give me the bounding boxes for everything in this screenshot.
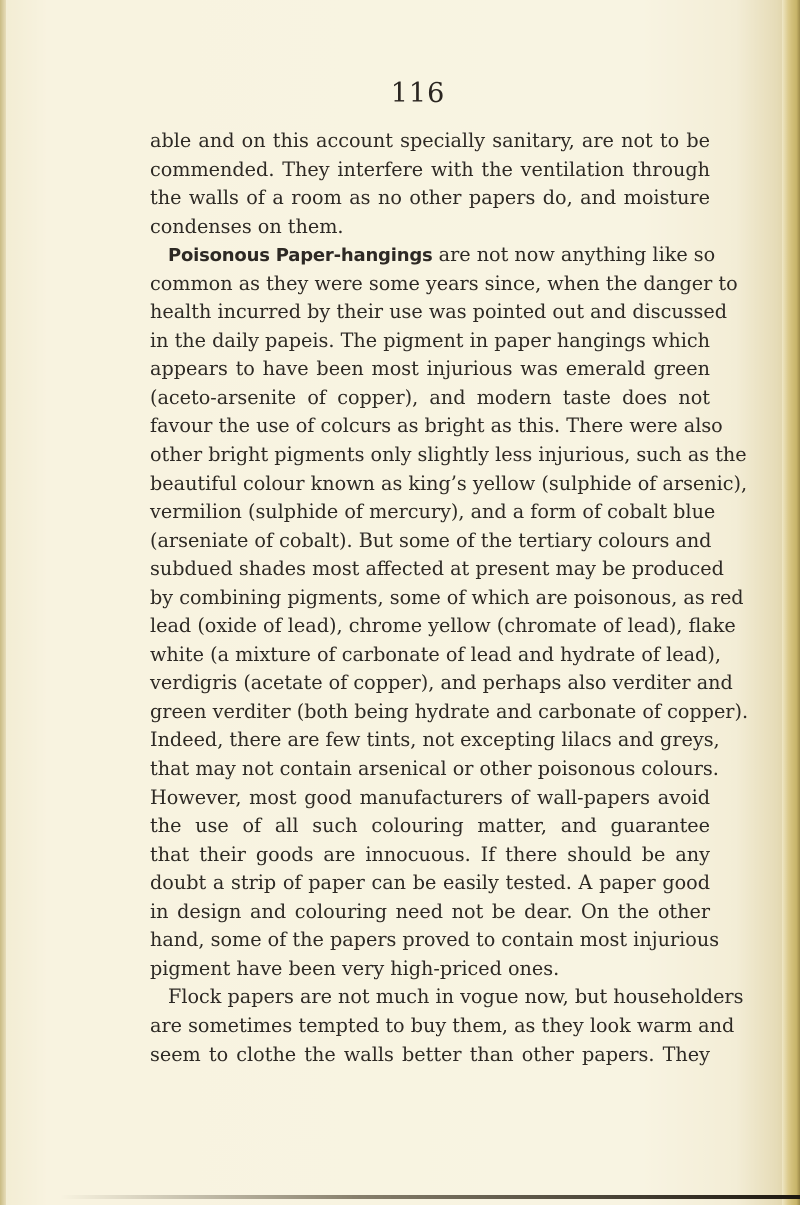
text-line — [150, 926, 720, 955]
line-text: (arseniate of cobalt). But some of the tertiary colours and — [150, 528, 712, 552]
text-line — [150, 241, 716, 270]
line-text: hand, some of the papers proved to contain most injurious — [150, 928, 720, 952]
text-line — [150, 1012, 735, 1041]
page-bottom-shadow — [60, 1195, 800, 1199]
line-text: seem to clothe the walls better than other papers. They — [150, 1042, 710, 1066]
text-line — [150, 641, 721, 670]
section-heading: Poisonous Paper-hangings — [168, 245, 433, 267]
text-line — [150, 869, 710, 898]
text-line — [150, 127, 710, 156]
line-text: commended. They interfere with the ventilation through — [150, 157, 710, 181]
line-text: verdigris (acetate of copper), and perhaps also verditer and — [150, 671, 733, 695]
line-text: in design and colouring need not be dear. On the other — [150, 899, 710, 923]
text-line — [150, 612, 736, 641]
text-line — [150, 1041, 710, 1070]
line-text: health incurred by their use was pointed out and discussed — [150, 300, 728, 324]
text-line — [150, 527, 710, 556]
line-text: subdued shades most affected at present may be produced — [150, 557, 724, 581]
line-text: white (a mixture of carbonate of lead and hydrate of lead), — [150, 642, 721, 666]
text-line — [150, 784, 710, 813]
text-line — [150, 898, 710, 927]
line-text: that their goods are innocuous. If there should be any — [150, 842, 710, 866]
text-line — [150, 955, 710, 984]
line-text: the use of all such colouring matter, and guarantee — [150, 814, 710, 838]
line-text: pigment have been very high-priced ones. — [150, 956, 560, 980]
text-line — [150, 327, 710, 356]
line-text: (aceto-arsenite of copper), and modern taste does not — [150, 385, 710, 409]
line-text: appears to have been most injurious was emerald green — [150, 357, 710, 381]
text-line — [150, 555, 724, 584]
text-line — [150, 726, 720, 755]
text-line — [150, 270, 738, 299]
line-text: are not now anything like so — [432, 243, 716, 267]
text-line — [150, 841, 710, 870]
text-line — [150, 355, 710, 384]
text-line — [150, 812, 710, 841]
line-text: by combining pigments, some of which are poisonous, as red — [150, 585, 744, 609]
text-line — [150, 384, 710, 413]
text-line — [150, 983, 744, 1012]
text-line — [150, 498, 716, 527]
line-text: in the daily papeis. The pigment in paper hangings which — [150, 328, 711, 352]
text-line — [150, 441, 747, 470]
line-text: common as they were some years since, when the danger to — [150, 271, 738, 295]
text-line — [150, 470, 748, 499]
line-text: able and on this account specially sanitary, are not to be — [150, 129, 710, 152]
line-text: doubt a strip of paper can be easily tested. A paper good — [150, 871, 710, 895]
line-text: other bright pigments only slightly less injurious, such as the — [150, 443, 747, 467]
text-line — [150, 184, 710, 213]
line-text: the walls of a room as no other papers do, and moisture — [150, 186, 710, 210]
line-text: are sometimes tempted to buy them, as they look warm and — [150, 1013, 735, 1037]
text-line — [150, 298, 728, 327]
line-text: lead (oxide of lead), chrome yellow (chromate of lead), flake — [150, 614, 736, 638]
line-text: that may not contain arsenical or other poisonous colours. — [150, 757, 719, 781]
line-text: vermilion (sulphide of mercury), and a form of cobalt blue — [150, 500, 716, 524]
line-text: However, most good manufacturers of wall-papers avoid — [150, 785, 710, 809]
text-line — [150, 213, 710, 242]
line-text: condenses on them. — [150, 214, 344, 238]
line-text: Flock papers are not much in vogue now, but householders — [168, 985, 744, 1009]
page-number: 116 — [390, 78, 446, 109]
text-line — [150, 584, 744, 613]
text-line — [150, 412, 723, 441]
line-text: beautiful colour known as king’s yellow (sulphide of arsenic), — [150, 471, 748, 495]
text-line — [150, 698, 749, 727]
body-text — [150, 127, 749, 1069]
line-text: green verditer (both being hydrate and carbonate of copper). — [150, 699, 749, 723]
page-binding-edge — [782, 0, 800, 1205]
line-text: Indeed, there are few tints, not excepting lilacs and greys, — [150, 728, 720, 752]
text-line — [150, 755, 719, 784]
page-left-edge — [0, 0, 6, 1205]
text-line — [150, 669, 733, 698]
text-line — [150, 156, 710, 185]
line-text: favour the use of colcurs as bright as this. There were also — [150, 414, 723, 438]
